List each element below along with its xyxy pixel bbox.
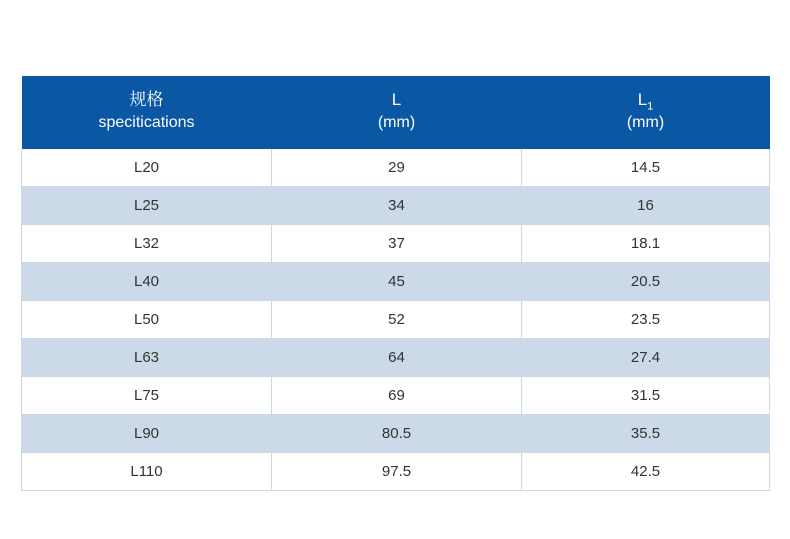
cell-spec: L20 [22,149,272,187]
table-row [22,300,770,338]
table-body [22,149,770,491]
cell-l: 69 [272,376,522,414]
cell-spec: L50 [22,300,272,338]
column-header-l1-subscript: 1 [647,100,654,113]
cell-l: 64 [272,338,522,376]
column-header-l-symbol: L [391,90,402,110]
table-row [22,414,770,452]
table-row [22,224,770,262]
cell-l1: 16 [522,186,770,224]
cell-l1: 31.5 [522,376,770,414]
cell-l: 52 [272,300,522,338]
cell-spec: L63 [22,338,272,376]
column-header-spec-cn: 规格 [129,90,164,110]
cell-l1: 42.5 [522,452,770,490]
cell-l1: 14.5 [522,149,770,187]
table-row [22,376,770,414]
cell-l1: 18.1 [522,224,770,262]
column-header-l1-symbol: L [637,90,648,109]
column-header-l1-symbol-wrap [528,89,764,112]
table-row [22,262,770,300]
cell-spec: L90 [22,414,272,452]
cell-l: 29 [272,149,522,187]
cell-spec: L110 [22,452,272,490]
cell-l: 34 [272,186,522,224]
column-header-spec-en: specitications [98,114,195,132]
cell-l1: 35.5 [522,414,770,452]
column-header-l1-unit: (mm) [626,114,665,132]
specification-table [21,76,770,491]
table-row [22,452,770,490]
cell-spec: L25 [22,186,272,224]
table-row [22,338,770,376]
column-header-l [272,76,522,149]
cell-spec: L32 [22,224,272,262]
table-header-row [22,76,770,149]
column-header-l1 [522,76,770,149]
cell-l1: 23.5 [522,300,770,338]
cell-spec: L40 [22,262,272,300]
cell-spec: L75 [22,376,272,414]
cell-l1: 27.4 [522,338,770,376]
cell-l: 80.5 [272,414,522,452]
cell-l1: 20.5 [522,262,770,300]
column-header-spec [22,76,272,149]
table-row [22,149,770,187]
column-header-l-unit: (mm) [377,114,416,132]
cell-l: 45 [272,262,522,300]
table-row [22,186,770,224]
cell-l: 97.5 [272,452,522,490]
cell-l: 37 [272,224,522,262]
table-header [22,76,770,149]
